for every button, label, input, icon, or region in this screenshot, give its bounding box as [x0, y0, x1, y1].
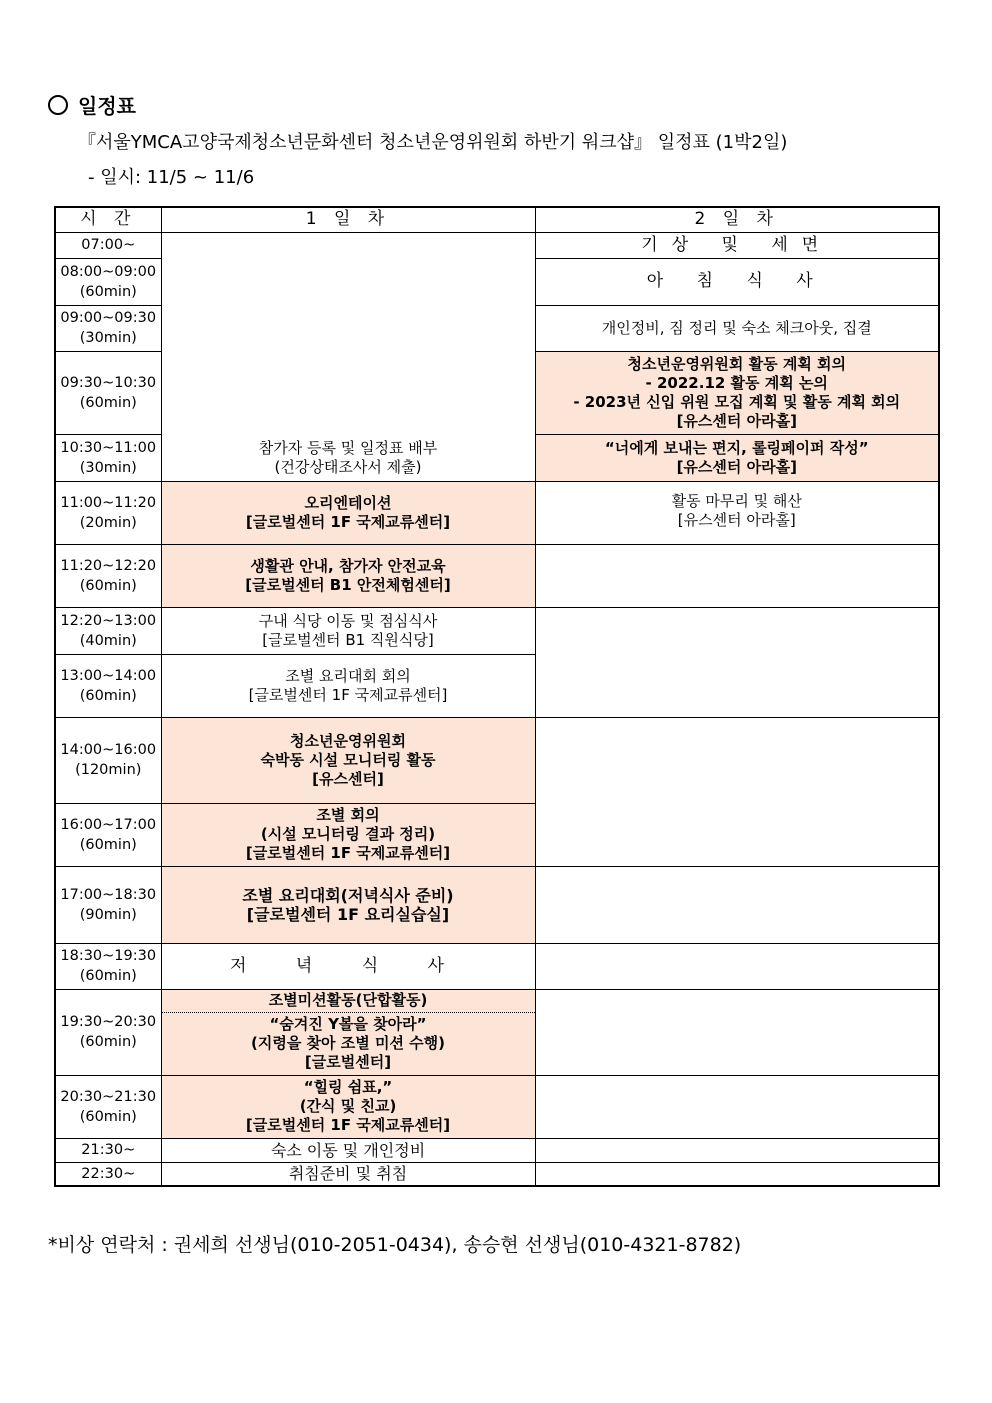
table-row	[55, 866, 939, 943]
table-row	[55, 544, 939, 607]
day2-breakfast: 아 침 식 사	[535, 258, 939, 305]
day2-empty	[535, 1162, 939, 1186]
day2-empty	[535, 717, 939, 866]
table-row	[55, 717, 939, 803]
day2-empty	[535, 544, 939, 607]
day2-closing: 활동 마무리 및 해산 [유스센터 아라홀]	[535, 481, 939, 544]
header-day1: 1 일 차	[161, 207, 535, 232]
day1-sleep: 취침준비 및 취침	[161, 1162, 535, 1186]
day2-empty	[535, 1138, 939, 1162]
time-cell: 09:00~09:30 (30min)	[55, 305, 161, 351]
circle-bullet-icon	[48, 95, 68, 115]
day1-facility-monitoring: 청소년운영위원회 숙박동 시설 모니터링 활동 [유스센터]	[161, 717, 535, 803]
time-cell: 17:00~18:30 (90min)	[55, 866, 161, 943]
day1-orientation: 오리엔테이션 [글로벌센터 1F 국제교류센터]	[161, 481, 535, 544]
time-cell: 09:30~10:30 (60min)	[55, 351, 161, 434]
day2-checkout: 개인정비, 짐 정리 및 숙소 체크아웃, 집결	[535, 305, 939, 351]
time-cell: 10:30~11:00 (30min)	[55, 434, 161, 481]
time-cell: 11:00~11:20 (20min)	[55, 481, 161, 544]
day1-mission-activity: “숨겨진 Y볼을 찾아라” (지령을 찾아 조별 미션 수행) [글로벌센터]	[161, 1012, 535, 1075]
time-cell: 07:00~	[55, 232, 161, 258]
table-header-row	[55, 207, 939, 232]
day2-wakeup: 기상 및 세면	[535, 232, 939, 258]
heading-title: 일정표	[78, 94, 136, 118]
schedule-subtitle: 『서울YMCA고양국제청소년문화센터 청소년운영위원회 하반기 워크샵』 일정표 (1박2일)	[78, 132, 788, 153]
emergency-contact: *비상 연락처 : 권세희 선생님(010-2051-0434), 송승현 선생님(010-4321-8782)	[48, 1234, 742, 1256]
day1-group-meeting: 조별 회의 (시설 모니터링 결과 정리) [글로벌센터 1F 국제교류센터]	[161, 803, 535, 866]
time-cell: 12:20~13:00 (40min)	[55, 607, 161, 654]
time-cell: 21:30~	[55, 1138, 161, 1162]
time-cell: 13:00~14:00 (60min)	[55, 654, 161, 717]
day1-mission-title: 조별미션활동(단합활동)	[161, 989, 535, 1012]
time-cell: 08:00~09:00 (60min)	[55, 258, 161, 305]
time-cell: 20:30~21:30 (60min)	[55, 1075, 161, 1138]
day1-dorm-move: 숙소 이동 및 개인정비	[161, 1138, 535, 1162]
day2-empty	[535, 943, 939, 989]
table-row	[55, 943, 939, 989]
time-cell: 16:00~17:00 (60min)	[55, 803, 161, 866]
time-cell: 19:30~20:30 (60min)	[55, 989, 161, 1075]
table-row	[55, 607, 939, 654]
table-row	[55, 1138, 939, 1162]
day2-planning-meeting: 청소년운영위원회 활동 계획 회의 - 2022.12 활동 계획 논의 - 2023년 신입 위원 모집 계획 및 활동 계획 회의 [유스센터 아라홀]	[535, 351, 939, 434]
table-row	[55, 481, 939, 544]
day1-registration: 참가자 등록 및 일정표 배부 (건강상태조사서 제출)	[161, 232, 535, 481]
day1-lunch: 구내 식당 이동 및 점심식사 [글로벌센터 B1 직원식당]	[161, 607, 535, 654]
header-day2: 2 일 차	[535, 207, 939, 232]
day2-empty	[535, 1075, 939, 1138]
table-row	[55, 1162, 939, 1186]
table-row	[55, 232, 939, 258]
event-dates: - 일시: 11/5 ~ 11/6	[88, 167, 255, 188]
time-cell: 22:30~	[55, 1162, 161, 1186]
table-row	[55, 989, 939, 1012]
day1-dinner: 저 녁 식 사	[161, 943, 535, 989]
header-time: 시 간	[55, 207, 161, 232]
day1-cooking-meeting: 조별 요리대회 회의 [글로벌센터 1F 국제교류센터]	[161, 654, 535, 717]
schedule-table	[54, 206, 940, 1187]
section-heading	[48, 90, 136, 119]
day1-cooking-contest: 조별 요리대회(저녁식사 준비) [글로벌센터 1F 요리실습실]	[161, 866, 535, 943]
day1-safety-education: 생활관 안내, 참가자 안전교육 [글로벌센터 B1 안전체험센터]	[161, 544, 535, 607]
time-cell: 18:30~19:30 (60min)	[55, 943, 161, 989]
day1-healing-break: “힐링 쉼표,” (간식 및 친교) [글로벌센터 1F 국제교류센터]	[161, 1075, 535, 1138]
time-cell: 11:20~12:20 (60min)	[55, 544, 161, 607]
day2-rolling-paper: “너에게 보내는 편지, 롤링페이퍼 작성” [유스센터 아라홀]	[535, 434, 939, 481]
time-cell: 14:00~16:00 (120min)	[55, 717, 161, 803]
day2-empty	[535, 989, 939, 1075]
day2-empty	[535, 866, 939, 943]
table-row	[55, 1075, 939, 1138]
day2-empty	[535, 607, 939, 717]
